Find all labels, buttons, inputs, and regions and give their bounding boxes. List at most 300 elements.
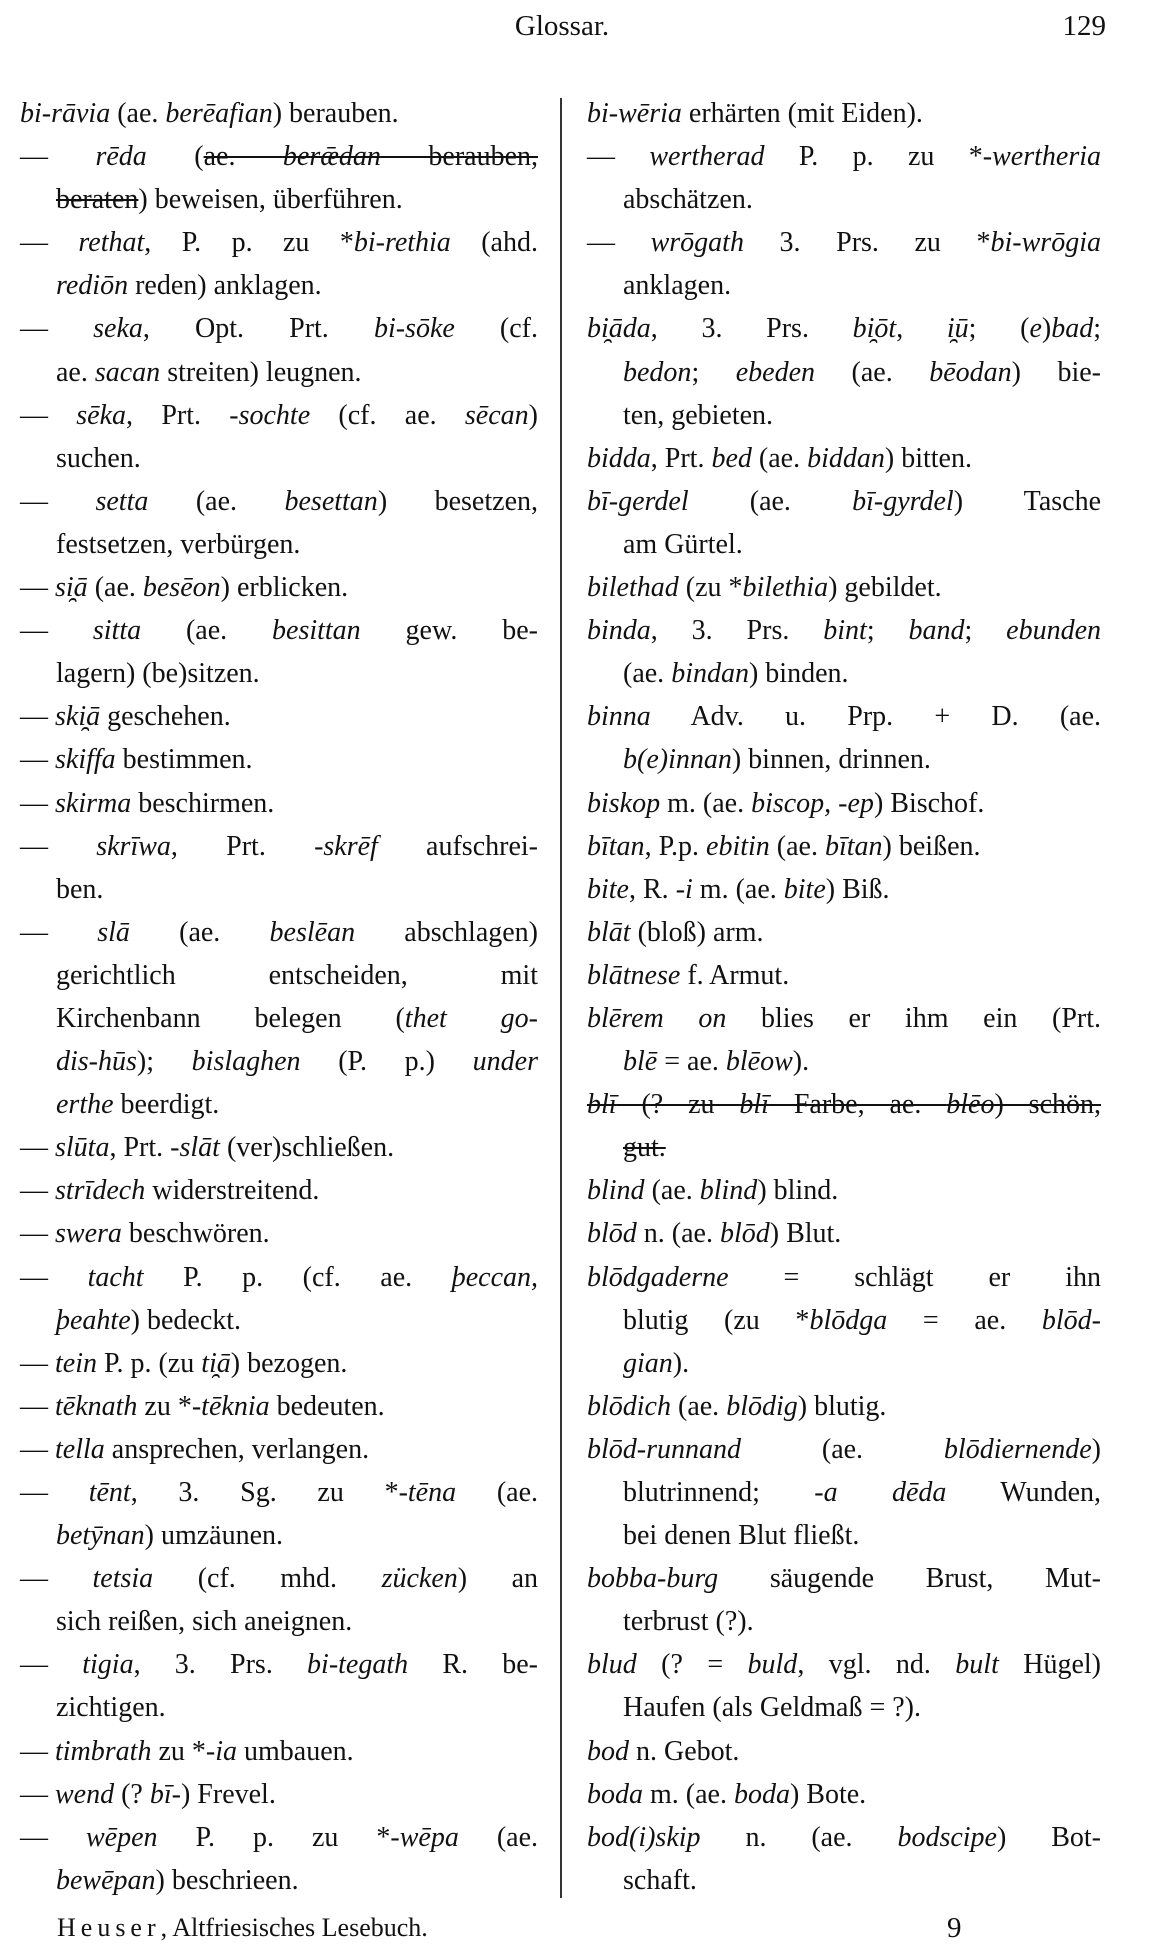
glossary-entry <box>20 825 538 911</box>
gloss-text: — <box>20 701 55 733</box>
glossary-entry <box>587 1816 1101 1902</box>
gloss-text: ) umzäunen. <box>144 1520 284 1552</box>
headword-italic: ebeden <box>735 356 816 388</box>
entry-line <box>20 92 538 135</box>
gloss-text: blies er ihm ein (Prt. <box>726 1002 1101 1034</box>
entry-line <box>20 221 538 264</box>
entry-line <box>20 1428 538 1471</box>
headword-italic: besēon <box>142 572 221 604</box>
gloss-text: (ae. <box>148 485 285 517</box>
glossary-entry <box>20 566 538 609</box>
gloss-text: ) blutig. <box>797 1390 887 1422</box>
gloss-text: ten, gebieten. <box>623 399 774 431</box>
headword-italic: ski̯ā <box>55 701 101 733</box>
headword-italic: slā <box>97 916 130 948</box>
gloss-text: ) Bote. <box>789 1778 867 1810</box>
entry-line <box>20 1256 538 1299</box>
headword-italic: binda <box>587 615 651 647</box>
gloss-text: , Opt. Prt. <box>142 313 374 345</box>
glossary-entry <box>20 1816 538 1902</box>
gloss-text: P. p. zu * <box>157 1821 391 1853</box>
headword-italic: bi-tegath <box>307 1649 409 1681</box>
gloss-text: m. (ae. <box>660 787 752 819</box>
gloss-text: festsetzen, verbürgen. <box>56 528 301 560</box>
headword-italic: bēodan <box>929 356 1012 388</box>
gloss-text: (ae. <box>815 356 930 388</box>
glossary-entry <box>587 92 1101 135</box>
entry-line <box>20 997 538 1040</box>
headword-italic: wrōgath <box>650 227 744 259</box>
entry-line <box>587 1557 1101 1600</box>
headword-italic: tigia <box>82 1649 134 1681</box>
headword-italic: ebunden <box>1006 615 1102 647</box>
gloss-text: ) Bischof. <box>873 787 985 819</box>
gloss-text: — <box>20 1261 88 1293</box>
entry-line <box>20 1816 538 1859</box>
headword-italic: strīdech <box>55 1175 146 1207</box>
glossary-entry <box>20 307 538 393</box>
gloss-text: (ae. <box>456 1477 539 1508</box>
gloss-text: blutig (zu * <box>623 1304 810 1336</box>
gloss-text: = ae. <box>657 1046 726 1078</box>
headword-italic: blātnese <box>587 959 681 991</box>
headword-italic: wertherad <box>649 141 765 173</box>
glossary-entry <box>20 92 538 135</box>
gloss-text: (ae. <box>141 615 273 647</box>
headword-italic: bilethad <box>587 572 679 604</box>
glossary-entry <box>587 307 1101 436</box>
gloss-text: m. (ae. <box>643 1778 734 1810</box>
entry-line <box>587 782 1101 825</box>
headword-italic: bī- <box>149 1778 181 1810</box>
glossary-entry <box>20 1773 538 1816</box>
entry-line <box>20 1730 538 1773</box>
headword-italic: si̯ā <box>55 572 88 604</box>
headword-italic: bi-rāvia <box>20 98 111 129</box>
entry-line <box>587 1256 1101 1299</box>
headword-italic: band <box>908 615 965 647</box>
gloss-text: ; ( <box>968 313 1030 345</box>
glossary-entry <box>587 437 1101 480</box>
gloss-text: widerstreitend. <box>145 1175 320 1207</box>
entry-line <box>587 1126 1101 1169</box>
entry-line <box>587 1169 1101 1212</box>
headword-italic: -slāt <box>170 1132 220 1164</box>
headword-italic: beslēan <box>269 916 356 948</box>
headword-italic: besittan <box>272 615 361 647</box>
headword-italic: blāt <box>587 916 631 948</box>
glossary-entry <box>587 135 1101 221</box>
gloss-text: , 3. Prs. <box>650 615 824 647</box>
glossary-entry <box>587 695 1101 781</box>
entry-line <box>587 868 1101 911</box>
headword-italic: bite <box>783 873 826 905</box>
headword-italic: thet go- <box>404 1002 539 1034</box>
headword-italic: blind <box>587 1175 645 1207</box>
headword-italic: tein <box>55 1347 97 1379</box>
gloss-text: Kirchenbann belegen ( <box>56 1002 405 1034</box>
glossary-entry <box>587 782 1101 825</box>
headword-italic: -tēknia <box>191 1390 270 1422</box>
headword-italic: sacan <box>94 356 161 388</box>
gloss-text: — <box>20 1433 55 1465</box>
gloss-text: — <box>20 1649 83 1681</box>
struck-text: blēo <box>946 1089 995 1121</box>
headword-italic: bi-wēria <box>587 98 682 129</box>
headword-italic: betȳnan <box>56 1520 145 1552</box>
gloss-text: (bloß) arm. <box>630 916 764 948</box>
gloss-text: — <box>20 1175 55 1207</box>
gloss-text: , 3. Prs. <box>133 1649 308 1681</box>
entry-line <box>587 1773 1101 1816</box>
gloss-text: ) Tasche <box>953 485 1101 517</box>
headword-italic: -wēpa <box>390 1821 459 1853</box>
gloss-text: n. (ae. <box>636 1218 720 1250</box>
headword-italic: bad <box>1051 313 1094 345</box>
entry-line <box>587 1730 1101 1773</box>
gloss-text: — <box>587 141 650 173</box>
entry-line <box>587 307 1101 350</box>
gloss-text: , 3. Prs. <box>650 313 853 345</box>
gloss-text: (ae. <box>458 1821 538 1853</box>
glossary-entry <box>20 609 538 695</box>
glossary-entry <box>587 911 1101 954</box>
glossary-entry <box>587 1256 1101 1385</box>
entry-line <box>20 911 538 954</box>
headword-italic: sitta <box>92 615 142 647</box>
entry-line <box>20 1342 538 1385</box>
entry-line <box>20 1600 538 1643</box>
gloss-text: schaft. <box>623 1864 697 1896</box>
glossary-entry <box>587 1385 1101 1428</box>
entry-line <box>587 825 1101 868</box>
gloss-text: = schlägt er ihn <box>728 1261 1101 1293</box>
headword-italic: sēka <box>76 399 127 431</box>
entry-line <box>587 695 1101 738</box>
headword-italic: -skrēf <box>314 830 378 862</box>
gloss-text: — <box>20 1735 55 1767</box>
headword-italic: bislaghen <box>191 1046 301 1078</box>
headword-italic: wend <box>55 1778 115 1810</box>
gloss-text: — <box>20 1347 55 1379</box>
struck-text: ae. <box>203 141 283 173</box>
headword-italic: tetsia <box>92 1563 154 1595</box>
gloss-text: m. (ae. <box>692 873 784 905</box>
headword-italic: tēnt <box>88 1477 131 1508</box>
entry-line <box>587 1471 1101 1514</box>
headword-italic: -a dēda <box>814 1477 947 1508</box>
gloss-text: ) beißen. <box>882 830 981 862</box>
headword-italic: berēafian <box>165 98 273 129</box>
gloss-text: — <box>20 227 79 259</box>
entry-line <box>587 738 1101 781</box>
entry-line <box>587 1514 1101 1557</box>
gloss-text: ) binnen, drinnen. <box>731 744 931 776</box>
entry-line <box>20 1040 538 1083</box>
gloss-text: n. (ae. <box>700 1821 898 1853</box>
gloss-text: (ver)schließen. <box>219 1132 395 1164</box>
gloss-text: — <box>20 399 77 431</box>
headword-italic: rediōn <box>56 270 129 302</box>
headword-italic: bītan <box>824 830 883 862</box>
entry-line <box>587 1342 1101 1385</box>
gloss-text: gew. be- <box>360 615 538 647</box>
gloss-text: gerichtlich entscheiden, mit <box>56 959 538 991</box>
struck-text: beraten <box>56 184 139 216</box>
glossary-entry <box>587 868 1101 911</box>
gloss-text: — <box>587 227 651 259</box>
headword-italic: bite <box>587 873 629 905</box>
headword-italic: -ia <box>205 1735 238 1767</box>
gloss-text: geschehen. <box>100 701 231 733</box>
headword-italic: -wertheria <box>982 141 1101 173</box>
glossary-entry <box>587 1212 1101 1255</box>
gloss-text: ) bedeckt. <box>130 1304 242 1336</box>
gloss-text: (ae. <box>741 1433 944 1465</box>
gloss-text: (? = <box>636 1649 748 1681</box>
entry-line <box>20 954 538 997</box>
entry-line <box>20 264 538 307</box>
gloss-text: — <box>20 1778 55 1810</box>
gloss-text: ) Frevel. <box>180 1778 276 1810</box>
gloss-text: , 3. Sg. zu * <box>130 1477 399 1508</box>
headword-italic: erthe <box>56 1089 114 1121</box>
gloss-text: ) bitten. <box>884 442 972 474</box>
entry-line <box>587 1643 1101 1686</box>
headword-italic: tēknath <box>55 1390 138 1422</box>
headword-italic: blōdga <box>809 1304 888 1336</box>
gloss-text: beschwören. <box>121 1218 270 1250</box>
headword-italic: boda <box>587 1778 643 1810</box>
gloss-text: ) erblicken. <box>220 572 349 604</box>
glossary-column-left <box>20 92 538 1902</box>
entry-line <box>587 954 1101 997</box>
glossary-entry <box>20 480 538 566</box>
gloss-text: (? <box>114 1778 150 1810</box>
headword-italic: bidda <box>587 442 651 474</box>
glossary-entry <box>20 221 538 307</box>
gloss-text: ) bie- <box>1011 356 1101 388</box>
struck-text: berauben, <box>380 141 538 173</box>
entry-line <box>20 437 538 480</box>
headword-italic: under <box>472 1046 538 1078</box>
struck-text: gut. <box>623 1132 666 1164</box>
struck-text: berǣdan <box>282 141 381 173</box>
gloss-text: ae. <box>56 356 95 388</box>
entry-line <box>20 523 538 566</box>
entry-line <box>587 1299 1101 1342</box>
gloss-text: Adv. u. Prp. + D. (ae. <box>650 701 1101 733</box>
gloss-text: (cf. ae. <box>310 399 465 431</box>
entry-line <box>20 825 538 868</box>
gloss-text: , R. <box>629 873 676 905</box>
gloss-text: — <box>20 485 96 517</box>
headword-italic: bobba-burg <box>587 1563 719 1595</box>
headword-italic: þeahte <box>56 1304 131 1336</box>
gloss-text: ; <box>1093 313 1102 345</box>
gloss-text: (ae. <box>644 1175 700 1207</box>
gloss-text: ) blind. <box>757 1175 839 1207</box>
glossary-entry <box>20 782 538 825</box>
entry-line <box>20 394 538 437</box>
glossary-entry <box>20 1126 538 1169</box>
headword-italic: b(e)innan <box>623 744 732 776</box>
entry-line <box>20 1557 538 1600</box>
entry-line <box>20 782 538 825</box>
gloss-text: ) <box>1091 1433 1101 1465</box>
entry-line <box>587 523 1101 566</box>
entry-line <box>20 351 538 394</box>
headword-italic: tella <box>55 1433 105 1465</box>
headword-italic: bod(i)skip <box>587 1821 701 1853</box>
gloss-text: aufschrei- <box>377 830 538 862</box>
headword-italic: biskop <box>587 787 661 819</box>
gloss-text: — <box>20 615 93 647</box>
headword-italic: rethat <box>78 227 145 259</box>
headword-italic: skirma <box>55 787 132 819</box>
glossary-entry <box>587 566 1101 609</box>
gloss-text: Hügel) <box>998 1649 1102 1681</box>
gloss-text: P. p. (cf. ae. <box>143 1261 452 1293</box>
gloss-text: , Prt. <box>109 1132 171 1164</box>
entry-line <box>20 178 538 221</box>
gloss-text: Wunden, <box>946 1477 1101 1508</box>
gloss-text: ; <box>691 356 736 388</box>
gloss-text: — <box>20 141 96 173</box>
headword-italic: þeccan, <box>451 1261 539 1293</box>
gloss-text: , Prt. <box>126 399 230 431</box>
gloss-text: — <box>20 1132 55 1164</box>
entry-line <box>20 1643 538 1686</box>
entry-line <box>587 135 1101 178</box>
headword-italic: sēcan <box>464 399 529 431</box>
entry-line <box>20 1212 538 1255</box>
entry-line <box>20 1126 538 1169</box>
headword-italic: rēda <box>95 141 147 173</box>
gloss-text: n. Gebot. <box>629 1735 740 1767</box>
gloss-text: ( <box>146 141 204 173</box>
gloss-text: ) bezogen. <box>230 1347 348 1379</box>
gloss-text: (ae. <box>751 442 808 474</box>
gloss-text: ansprechen, verlangen. <box>104 1433 370 1465</box>
struck-text: blī <box>587 1089 617 1121</box>
entry-line <box>587 652 1101 695</box>
headword-italic: -i <box>675 873 693 905</box>
gloss-text: streiten) leugnen. <box>160 356 362 388</box>
headword-italic: e <box>1029 313 1042 345</box>
entry-line <box>587 1385 1101 1428</box>
glossary-entry <box>587 480 1101 566</box>
headword-italic: bi̯āda <box>587 313 651 345</box>
gloss-text: (ae. <box>623 658 672 690</box>
footer-book: , Altfriesisches Lesebuch. <box>160 1913 428 1942</box>
running-head-title: Glossar. <box>514 10 610 42</box>
entry-line <box>20 135 538 178</box>
glossary-entry <box>587 997 1101 1083</box>
headword-italic: bī-gerdel <box>587 485 689 517</box>
headword-italic: swera <box>55 1218 122 1250</box>
gloss-text: blutrinnend; <box>623 1477 815 1508</box>
glossary-entry <box>20 135 538 221</box>
glossary-column-right <box>587 92 1101 1902</box>
signature-mark: 9 <box>947 1912 962 1944</box>
gloss-text: ) gebildet. <box>828 572 942 604</box>
headword-italic: bint <box>823 615 867 647</box>
headword-italic: bi-sōke <box>373 313 455 345</box>
glossary-entry <box>587 1730 1101 1773</box>
gloss-text: , Prt. <box>650 442 712 474</box>
headword-italic: blōd <box>719 1218 770 1250</box>
headword-italic: blōd <box>587 1218 637 1250</box>
headword-italic: i̯ū <box>946 313 969 345</box>
gloss-text: R. be- <box>408 1649 539 1681</box>
gloss-text: — <box>20 1477 89 1508</box>
headword-italic: blōd- <box>1041 1304 1101 1336</box>
glossary-entry <box>20 911 538 1126</box>
glossary-entry <box>20 1169 538 1212</box>
headword-italic: skrīwa <box>96 830 171 862</box>
gloss-text: — <box>20 744 55 776</box>
gloss-text: — <box>20 916 98 948</box>
gloss-text: ) Biß. <box>825 873 890 905</box>
entry-line <box>587 178 1101 221</box>
glossary-entry <box>587 1428 1101 1557</box>
struck-text: ) schön, <box>994 1089 1102 1121</box>
headword-italic: bed <box>711 442 752 474</box>
headword-italic: gian <box>623 1347 673 1379</box>
gloss-text: zichtigen. <box>56 1692 166 1724</box>
entry-line <box>587 1083 1101 1126</box>
footer-author: Heuser <box>57 1913 161 1942</box>
entry-line <box>587 394 1101 437</box>
glossary-entry <box>587 609 1101 695</box>
gloss-text: ). <box>672 1347 690 1379</box>
gloss-text: ; <box>964 615 1007 647</box>
gloss-text: sich reißen, sich aneignen. <box>56 1606 353 1638</box>
glossary-entry <box>20 1643 538 1729</box>
headword-italic: blōdgaderne <box>587 1261 729 1293</box>
headword-italic: tacht <box>87 1261 144 1293</box>
entry-line <box>20 1169 538 1212</box>
gloss-text: , Prt. <box>170 830 315 862</box>
entry-line <box>20 1859 538 1902</box>
gloss-text: — <box>20 787 55 819</box>
headword-italic: blēow <box>725 1046 793 1078</box>
headword-italic: bilethia <box>742 572 829 604</box>
footer-book-title <box>57 1910 428 1946</box>
entry-line <box>587 1212 1101 1255</box>
headword-italic: -tēna <box>398 1477 457 1508</box>
entry-line <box>20 652 538 695</box>
gloss-text: (ae. <box>129 916 270 948</box>
headword-italic: blōdiernende <box>943 1433 1092 1465</box>
glossary-entry <box>587 1083 1101 1169</box>
headword-italic: dis-hūs <box>56 1046 137 1078</box>
struck-text: blī <box>739 1089 769 1121</box>
gloss-text: ) binden. <box>748 658 849 690</box>
glossary-entry <box>587 221 1101 307</box>
headword-italic: blōdig <box>726 1390 798 1422</box>
headword-italic: ti̯ā <box>201 1347 231 1379</box>
gloss-text: terbrust (?). <box>623 1606 754 1638</box>
gloss-text: (zu * <box>678 572 743 604</box>
gloss-text: umbauen. <box>237 1735 354 1767</box>
gloss-text: = ae. <box>887 1304 1042 1336</box>
glossary-entry <box>20 394 538 480</box>
gloss-text: Haufen (als Geldmaß = ?). <box>623 1692 922 1724</box>
entry-line <box>20 609 538 652</box>
glossary-entry <box>20 1385 538 1428</box>
